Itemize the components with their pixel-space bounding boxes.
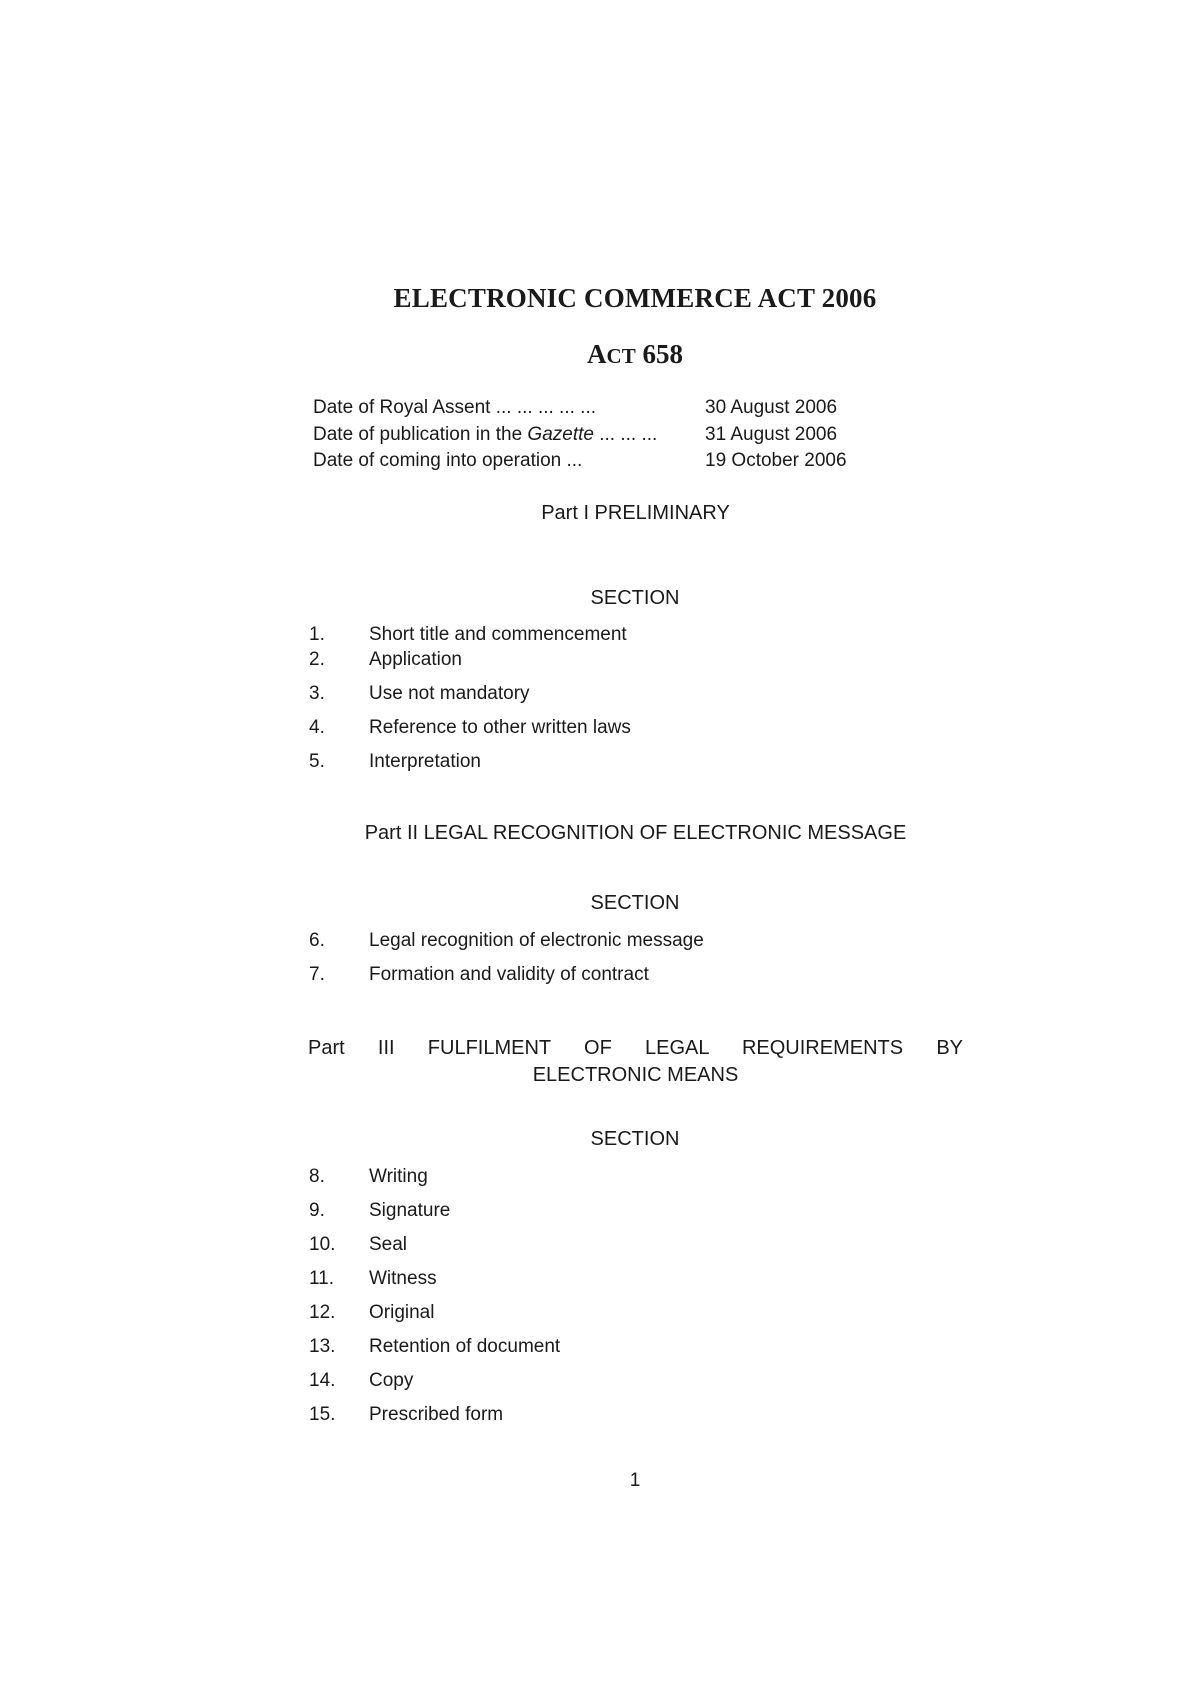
section-number: 12. [309, 1302, 336, 1323]
date-row-operation [313, 448, 873, 475]
section-title: Writing [369, 1166, 428, 1187]
section-number: 10. [309, 1234, 336, 1255]
section-number: 7. [309, 964, 325, 985]
act-title: ELECTRONIC COMMERCE ACT 2006 [393, 283, 877, 313]
act-prefix-small: CT [606, 344, 636, 368]
dates-block [313, 395, 873, 475]
date-label: Date of coming into operation ... [313, 450, 583, 471]
section-title: Formation and validity of contract [369, 964, 649, 985]
act-number: 658 [642, 339, 683, 369]
part-3-heading [308, 1035, 963, 1089]
section-title: Interpretation [369, 751, 481, 772]
section-title: Prescribed form [369, 1404, 504, 1425]
act-number-heading [0, 339, 1200, 370]
page-number: 1 [629, 1470, 641, 1491]
section-title: Witness [369, 1268, 437, 1289]
section-title: Signature [369, 1200, 451, 1221]
section-number: 9. [309, 1200, 325, 1221]
part-2-section-label: SECTION [590, 892, 680, 914]
section-title: Application [369, 649, 462, 670]
section-number: 4. [309, 717, 325, 738]
section-number: 8. [309, 1166, 325, 1187]
section-number: 6. [309, 930, 325, 951]
section-number: 15. [309, 1404, 336, 1425]
section-title: Reference to other written laws [369, 717, 631, 738]
section-number: 1. [309, 624, 325, 645]
part-2-heading: Part II LEGAL RECOGNITION OF ELECTRONIC MESSAGE [364, 822, 907, 844]
date-value: 30 August 2006 [705, 397, 838, 418]
date-label: Date of Royal Assent ... ... ... ... ... [313, 397, 597, 418]
section-number: 11. [309, 1268, 335, 1289]
section-number: 2. [309, 649, 325, 670]
part-1-section-label: SECTION [590, 587, 680, 609]
date-row-publication [313, 422, 873, 449]
date-value: 31 August 2006 [705, 423, 838, 445]
section-title: Retention of document [369, 1336, 561, 1357]
section-number: 13. [309, 1336, 336, 1357]
section-title: Legal recognition of electronic message [369, 930, 704, 951]
act-prefix-big: A [587, 339, 607, 369]
section-title: Seal [369, 1234, 408, 1255]
section-number: 3. [309, 683, 325, 704]
section-number: 14. [309, 1370, 336, 1391]
date-row-royal-assent [313, 395, 873, 422]
date-label: Date of publication in the Gazette ... ... ... [313, 423, 658, 445]
part-3-heading-line1: Part III FULFILMENT OF LEGAL REQUIREMENTS BY [308, 1037, 963, 1059]
section-number: 5. [309, 751, 325, 772]
part-1-heading: Part I PRELIMINARY [541, 502, 730, 524]
section-title: Short title and commencement [369, 624, 627, 645]
section-title: Original [369, 1302, 435, 1323]
section-title: Use not mandatory [369, 683, 530, 704]
section-title: Copy [369, 1370, 414, 1391]
part-3-heading-line2: ELECTRONIC MEANS [532, 1064, 739, 1086]
part-3-section-label: SECTION [590, 1128, 680, 1150]
date-value: 19 October 2006 [705, 450, 847, 471]
